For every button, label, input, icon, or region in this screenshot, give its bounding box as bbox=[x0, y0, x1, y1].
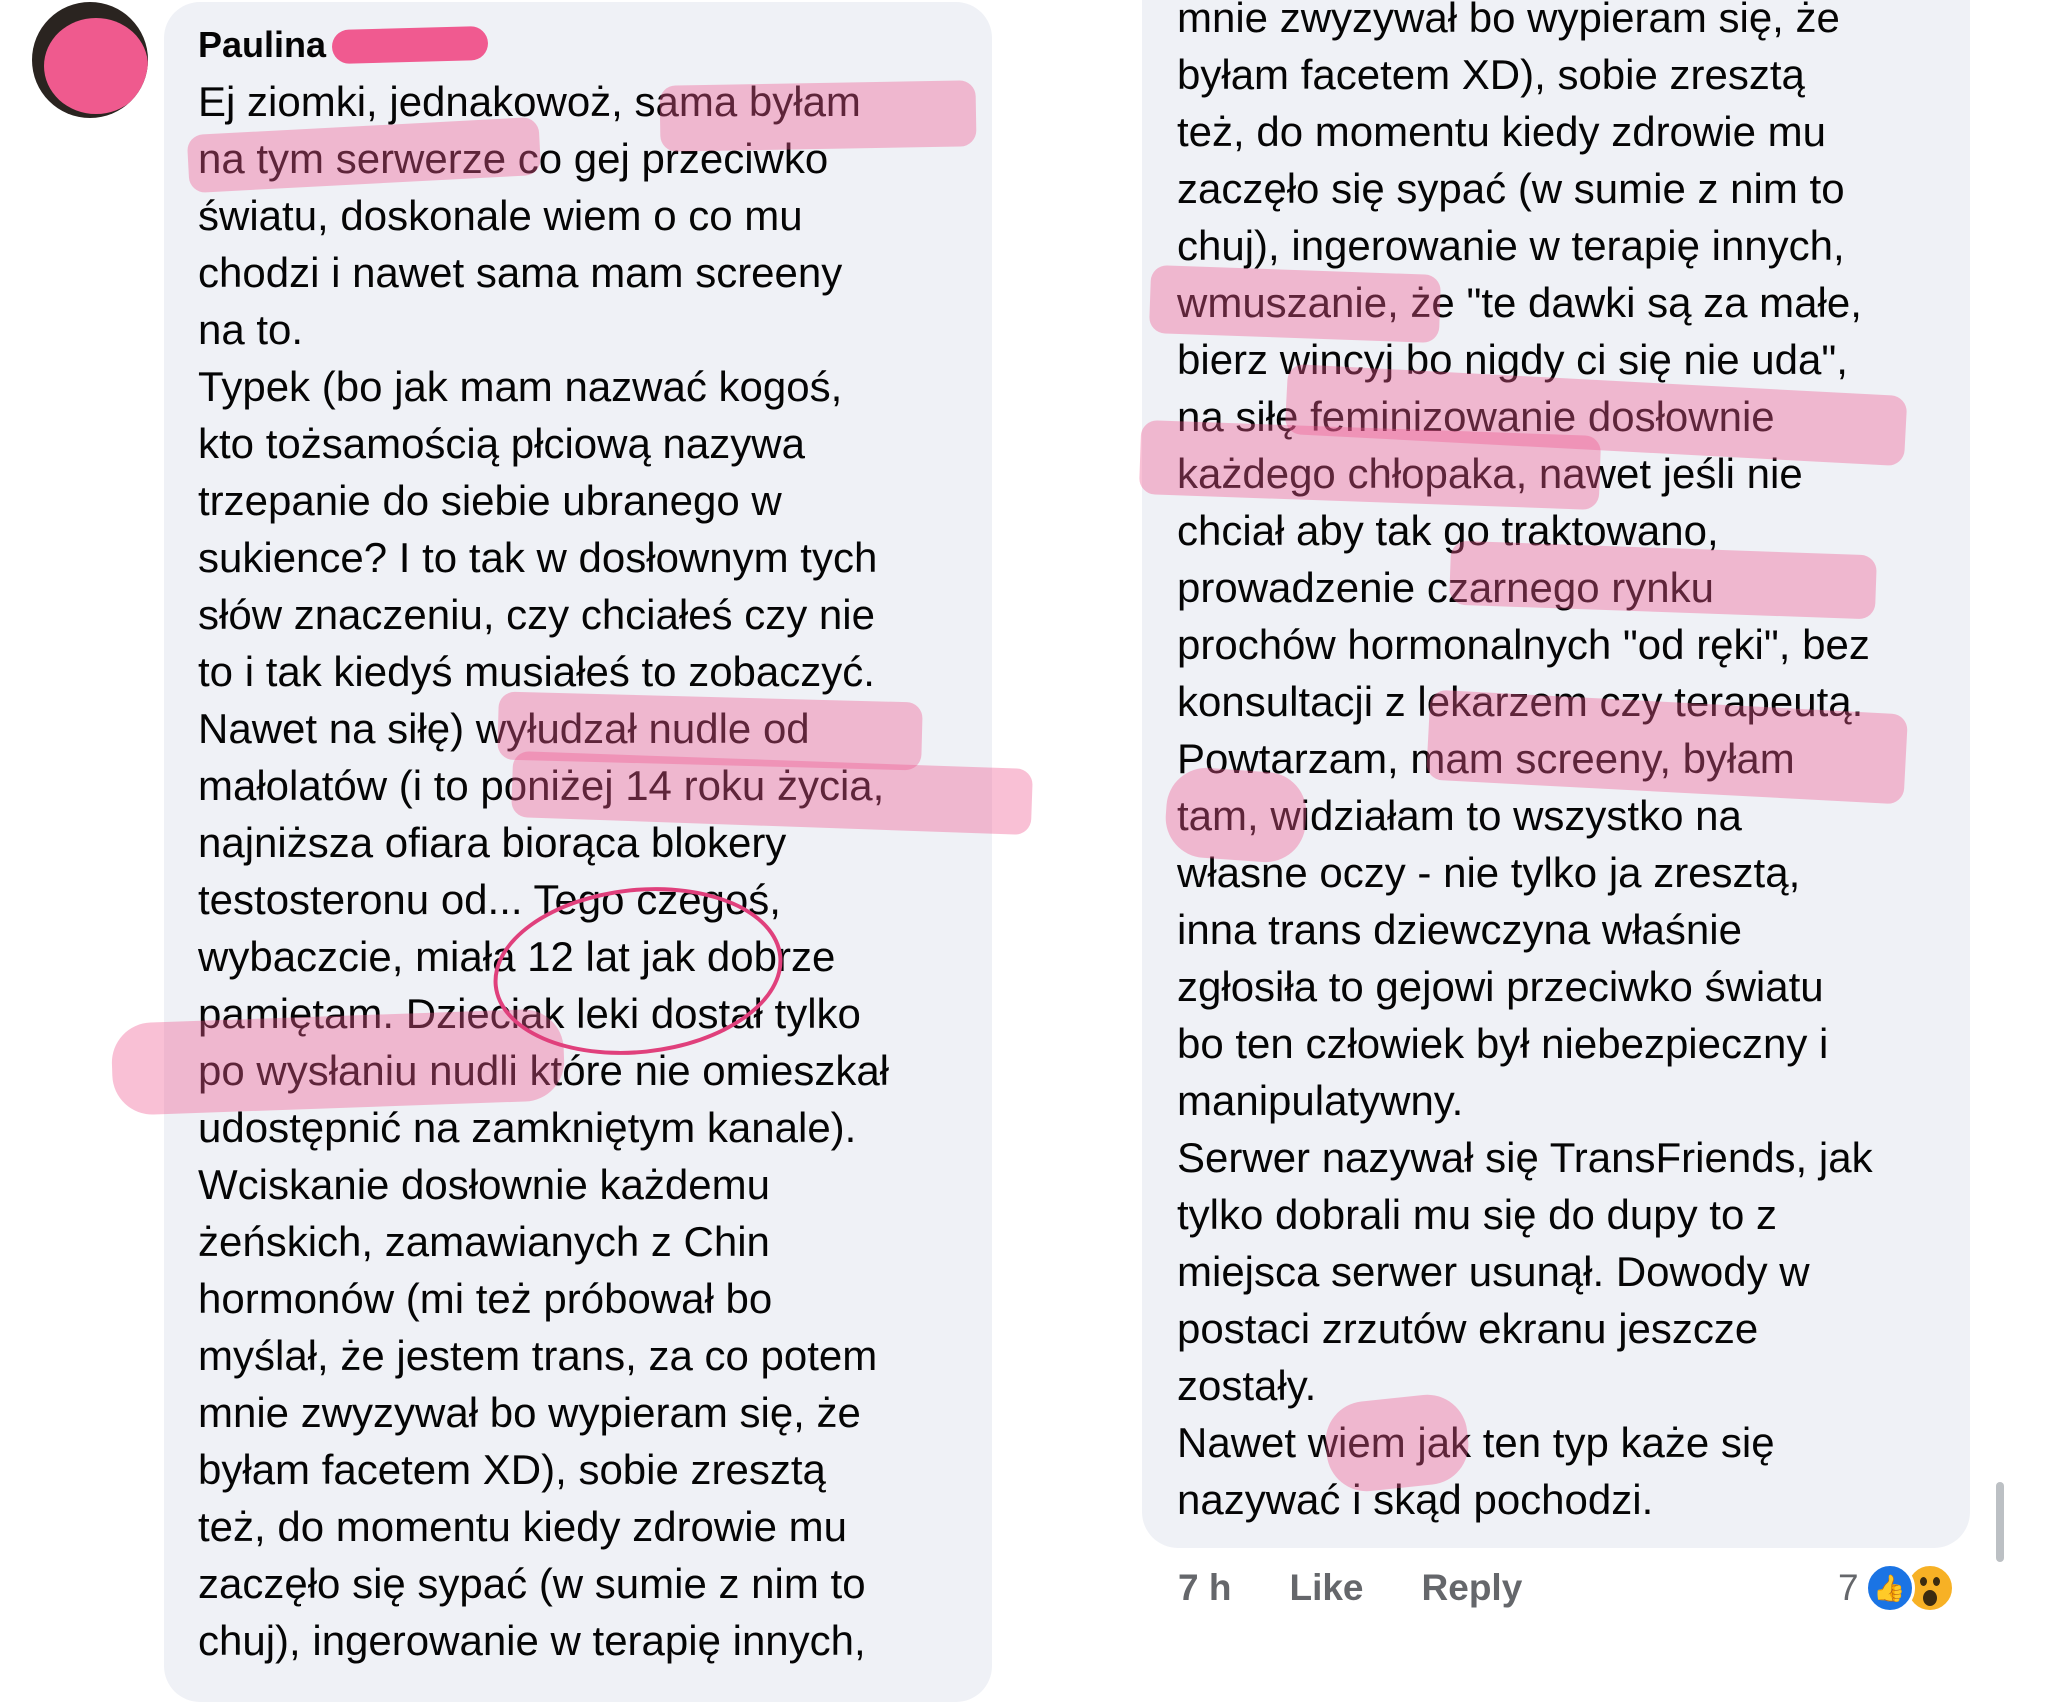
comment-text-line: prochów hormonalnych "od ręki", bez bbox=[1177, 621, 1870, 668]
comment-text-line: mnie zwyzywał bo wypieram się, że bbox=[198, 1389, 861, 1436]
reaction-count: 7 bbox=[1838, 1567, 1859, 1608]
comment-text-line: pamiętam. Dzieciak leki dostał tylko bbox=[198, 990, 861, 1037]
reaction-summary[interactable] bbox=[1838, 1560, 1955, 1616]
author-name[interactable]: Paulina bbox=[198, 24, 327, 65]
comment-text-line: każdego chłopaka, nawet jeśli nie bbox=[1177, 450, 1803, 497]
comment-text-line: trzepanie do siebie ubranego w bbox=[198, 477, 782, 524]
comment-text-line: zaczęło się sypać (w sumie z nim to bbox=[198, 1560, 866, 1607]
comment-text-line: Ej ziomki, jednakowoż, sama byłam bbox=[198, 78, 861, 125]
comment-text-line: sukience? I to tak w dosłownym tych bbox=[198, 534, 878, 581]
author-line bbox=[198, 22, 326, 68]
comment-text-line: Serwer nazywał się TransFriends, jak bbox=[1177, 1134, 1873, 1181]
comment-text-line: chciał aby tak go traktowano, bbox=[1177, 507, 1719, 554]
comment-text-line: Nawet wiem jak ten typ każe się bbox=[1177, 1419, 1775, 1466]
avatar[interactable] bbox=[32, 2, 148, 118]
comment-time[interactable]: 7 h bbox=[1178, 1567, 1232, 1608]
comment-text-line: na to. bbox=[198, 306, 304, 353]
comment-text-line: żeńskich, zamawianych z Chin bbox=[198, 1218, 770, 1265]
comment-text-line: chodzi i nawet sama mam screeny bbox=[198, 249, 843, 296]
comment-text-line: hormonów (mi też próbował bo bbox=[198, 1275, 773, 1322]
comment-text-line: najniższa ofiara biorąca blokery bbox=[198, 819, 787, 866]
comment-text-line: postaci zrzutów ekranu jeszcze bbox=[1177, 1305, 1759, 1352]
reply-button[interactable]: Reply bbox=[1421, 1567, 1523, 1608]
comment-text-line: inna trans dziewczyna właśnie bbox=[1177, 906, 1742, 953]
comment-text-line: zaczęło się sypać (w sumie z nim to bbox=[1177, 165, 1845, 212]
comment-text-line: po wysłaniu nudli które nie omieszkał bbox=[198, 1047, 890, 1094]
comment-text-line: Typek (bo jak mam nazwać kogoś, bbox=[198, 363, 843, 410]
comment-text-line: zgłosiła to gejowi przeciwko światu bbox=[1177, 963, 1824, 1010]
scrollbar[interactable] bbox=[1996, 1482, 2004, 1562]
comment-text-line: chuj), ingerowanie w terapię innych, bbox=[1177, 222, 1845, 269]
comment-text-line: manipulatywny. bbox=[1177, 1077, 1464, 1124]
comment-text-line: udostępnić na zamkniętym kanale). bbox=[198, 1104, 857, 1151]
comment-text-line: testosteronu od... Tego czegoś, bbox=[198, 876, 781, 923]
like-button[interactable]: Like bbox=[1289, 1567, 1364, 1608]
comment-text-line: na siłę feminizowanie dosłownie bbox=[1177, 393, 1775, 440]
comment-text-line: małolatów (i to poniżej 14 roku życia, bbox=[198, 762, 885, 809]
like-reaction-icon: 👍 bbox=[1865, 1563, 1915, 1613]
comment-text-line: bo ten człowiek był niebezpieczny i bbox=[1177, 1020, 1829, 1067]
comment-text-line: też, do momentu kiedy zdrowie mu bbox=[1177, 108, 1826, 155]
comment-text-line: też, do momentu kiedy zdrowie mu bbox=[198, 1503, 847, 1550]
comment-text-line: słów znaczeniu, czy chciałeś czy nie bbox=[198, 591, 875, 638]
comment-text-line: tam, widziałam to wszystko na bbox=[1177, 792, 1742, 839]
comment-text-line: byłam facetem XD), sobie zresztą bbox=[1177, 51, 1805, 98]
comment-text-line: wmuszanie, że "te dawki są za małe, bbox=[1177, 279, 1862, 326]
comment-text-line: Powtarzam, mam screeny, byłam bbox=[1177, 735, 1795, 782]
comment-text-line: Wciskanie dosłownie każdemu bbox=[198, 1161, 770, 1208]
comment-text-line: własne oczy - nie tylko ja zresztą, bbox=[1177, 849, 1801, 896]
comment-text-line: myślał, że jestem trans, za co potem bbox=[198, 1332, 878, 1379]
comment-text-line: to i tak kiedyś musiałeś to zobaczyć. bbox=[198, 648, 875, 695]
comment-text-line: mnie zwyzywał bo wypieram się, że bbox=[1177, 0, 1840, 41]
comment-text-line: nazywać i skąd pochodzi. bbox=[1177, 1476, 1654, 1523]
comment-actions bbox=[1178, 1560, 1580, 1616]
comment-text-left bbox=[198, 73, 889, 1669]
surname-redaction-mark bbox=[332, 26, 489, 64]
comment-text-right bbox=[1177, 0, 1873, 1528]
comment-text-line: światu, doskonale wiem o co mu bbox=[198, 192, 803, 239]
comment-text-line: miejsca serwer usunął. Dowody w bbox=[1177, 1248, 1810, 1295]
comment-text-line: kto tożsamością płciową nazywa bbox=[198, 420, 805, 467]
comment-text-line: Nawet na siłę) wyłudzał nudle od bbox=[198, 705, 810, 752]
comment-text-line: tylko dobrali mu się do dupy to z bbox=[1177, 1191, 1777, 1238]
comment-text-line: byłam facetem XD), sobie zresztą bbox=[198, 1446, 826, 1493]
comment-text-line: zostały. bbox=[1177, 1362, 1317, 1409]
comment-text-line: prowadzenie czarnego rynku bbox=[1177, 564, 1714, 611]
comment-text-line: chuj), ingerowanie w terapię innych, bbox=[198, 1617, 866, 1664]
comment-text-line: wybaczcie, miała 12 lat jak dobrze bbox=[198, 933, 836, 980]
comment-text-line: konsultacji z lekarzem czy terapeutą. bbox=[1177, 678, 1864, 725]
avatar-redaction-mark bbox=[44, 18, 148, 114]
comment-text-line: na tym serwerze co gej przeciwko bbox=[198, 135, 829, 182]
comment-text-line: bierz wincyj bo nigdy ci się nie uda", bbox=[1177, 336, 1848, 383]
